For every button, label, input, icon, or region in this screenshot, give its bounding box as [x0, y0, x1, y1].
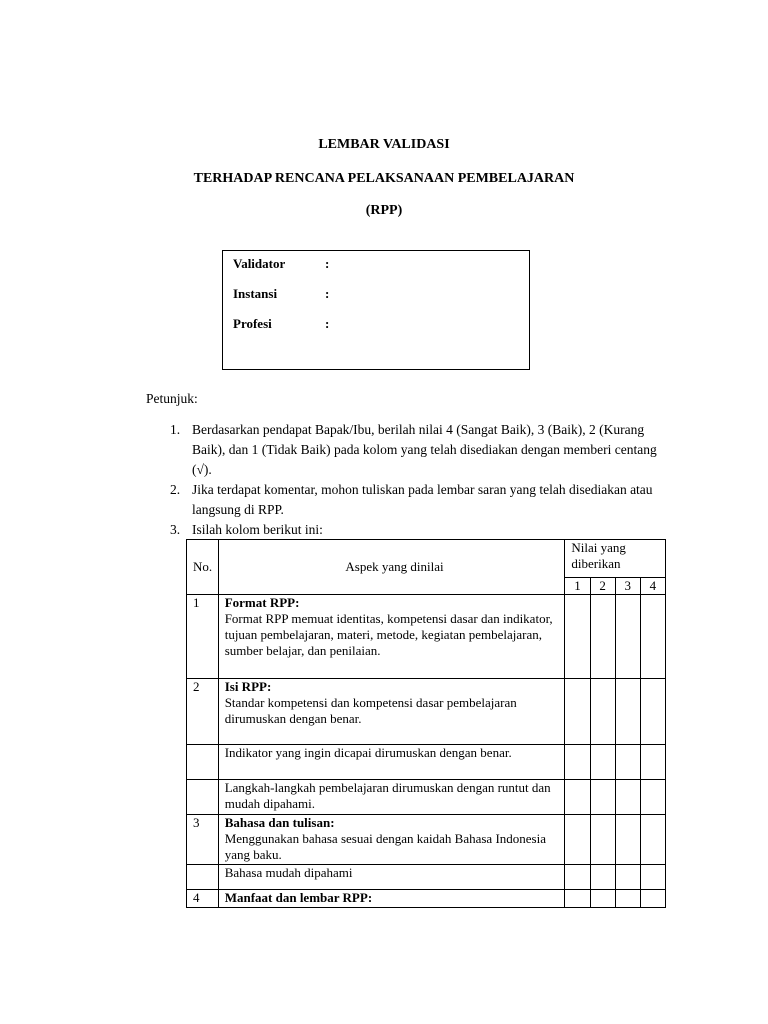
- score-cell[interactable]: [640, 679, 665, 745]
- score-cell[interactable]: [615, 890, 640, 908]
- table-row: [187, 780, 666, 815]
- instansi-label: Instansi: [233, 286, 278, 301]
- validator-info-box: [222, 250, 530, 370]
- row-heading: Format RPP:: [224, 595, 300, 610]
- score-cell[interactable]: [615, 745, 640, 780]
- score-cell[interactable]: [590, 780, 615, 815]
- validator-colon: :: [325, 256, 330, 271]
- row-aspek: Langkah-langkah pembelajaran dirumuskan dengan runtut dan mudah dipahami.: [218, 780, 565, 815]
- instruction-number: 3.: [170, 522, 181, 537]
- header-score-1: 1: [565, 578, 590, 595]
- score-cell[interactable]: [615, 595, 640, 679]
- table-row: [187, 595, 666, 679]
- row-no: [187, 865, 219, 890]
- score-cell[interactable]: [565, 815, 590, 865]
- score-cell[interactable]: [565, 865, 590, 890]
- score-cell[interactable]: [565, 595, 590, 679]
- score-cell[interactable]: [615, 780, 640, 815]
- header-nilai: Nilai yang diberikan: [565, 540, 666, 578]
- score-cell[interactable]: [615, 865, 640, 890]
- instruction-text: Isilah kolom berikut ini:: [192, 522, 323, 537]
- validator-label: Validator: [233, 256, 286, 271]
- page-abbrev: (RPP): [365, 203, 403, 218]
- row-no: 1: [187, 595, 219, 679]
- profesi-label: Profesi: [233, 316, 272, 331]
- row-no: 3: [187, 815, 219, 865]
- header-aspek: Aspek yang dinilai: [218, 540, 565, 595]
- row-heading: Bahasa dan tulisan:: [224, 815, 335, 830]
- row-aspek: Indikator yang ingin dicapai dirumuskan dengan benar.: [218, 745, 565, 780]
- instruction-item: [170, 480, 670, 520]
- score-cell[interactable]: [565, 745, 590, 780]
- score-cell[interactable]: [615, 679, 640, 745]
- row-aspek: [218, 815, 565, 865]
- score-cell[interactable]: [615, 815, 640, 865]
- row-text: Menggunakan bahasa sesuai dengan kaidah Bahasa Indonesia yang baku.: [224, 831, 546, 862]
- row-aspek: Bahasa mudah dipahami: [218, 865, 565, 890]
- row-text: Format RPP memuat identitas, kompetensi dasar dan indikator, tujuan pembelajaran, materi, metode, kegiatan pembelajaran, sumber belajar, dan penilaian.: [224, 611, 553, 658]
- instruction-item: [170, 520, 670, 540]
- instruction-text: Berdasarkan pendapat Bapak/Ibu, berilah nilai 4 (Sangat Baik), 3 (Baik), 2 (Kurang Baik), dan 1 (Tidak Baik) pada kolom yang telah disediakan dengan memberi centang (√).: [192, 422, 657, 477]
- score-cell[interactable]: [565, 890, 590, 908]
- instructions-list: [170, 420, 670, 540]
- score-cell[interactable]: [590, 745, 615, 780]
- table-row: [187, 679, 666, 745]
- row-heading: Isi RPP:: [224, 679, 272, 694]
- table-row: [187, 815, 666, 865]
- table-row: [187, 745, 666, 780]
- header-score-3: 3: [615, 578, 640, 595]
- table-row: [187, 890, 666, 908]
- score-cell[interactable]: [590, 890, 615, 908]
- header-score-2: 2: [590, 578, 615, 595]
- row-aspek: [218, 890, 565, 908]
- validation-table: [186, 539, 666, 908]
- page-subtitle: TERHADAP RENCANA PELAKSANAAN PEMBELAJARAN: [193, 171, 575, 186]
- table-row: [187, 865, 666, 890]
- instruction-number: 2.: [170, 482, 181, 497]
- row-aspek: [218, 595, 565, 679]
- score-cell[interactable]: [640, 890, 665, 908]
- score-cell[interactable]: [640, 865, 665, 890]
- score-cell[interactable]: [590, 865, 615, 890]
- validator-field[interactable]: [233, 256, 329, 272]
- profesi-field[interactable]: [233, 316, 329, 332]
- header-score-4: 4: [640, 578, 665, 595]
- score-cell[interactable]: [590, 815, 615, 865]
- score-cell[interactable]: [640, 745, 665, 780]
- row-no: 2: [187, 679, 219, 745]
- score-cell[interactable]: [590, 595, 615, 679]
- row-text: Standar kompetensi dan kompetensi dasar pembelajaran dirumuskan dengan benar.: [224, 695, 517, 726]
- page-title: LEMBAR VALIDASI: [318, 137, 450, 152]
- row-no: [187, 745, 219, 780]
- instansi-field[interactable]: [233, 286, 329, 302]
- instansi-colon: :: [325, 286, 330, 301]
- profesi-colon: :: [325, 316, 330, 331]
- score-cell[interactable]: [640, 780, 665, 815]
- row-no: [187, 780, 219, 815]
- instruction-item: [170, 420, 670, 480]
- row-heading: Manfaat dan lembar RPP:: [224, 890, 373, 905]
- score-cell[interactable]: [565, 679, 590, 745]
- header-no: No.: [187, 540, 219, 595]
- score-cell[interactable]: [640, 595, 665, 679]
- row-aspek: [218, 679, 565, 745]
- instruction-number: 1.: [170, 422, 181, 437]
- score-cell[interactable]: [590, 679, 615, 745]
- score-cell[interactable]: [565, 780, 590, 815]
- score-cell[interactable]: [640, 815, 665, 865]
- row-no: 4: [187, 890, 219, 908]
- instructions-heading: Petunjuk:: [146, 391, 198, 406]
- instruction-text: Jika terdapat komentar, mohon tuliskan pada lembar saran yang telah disediakan atau langsung di RPP.: [192, 482, 653, 517]
